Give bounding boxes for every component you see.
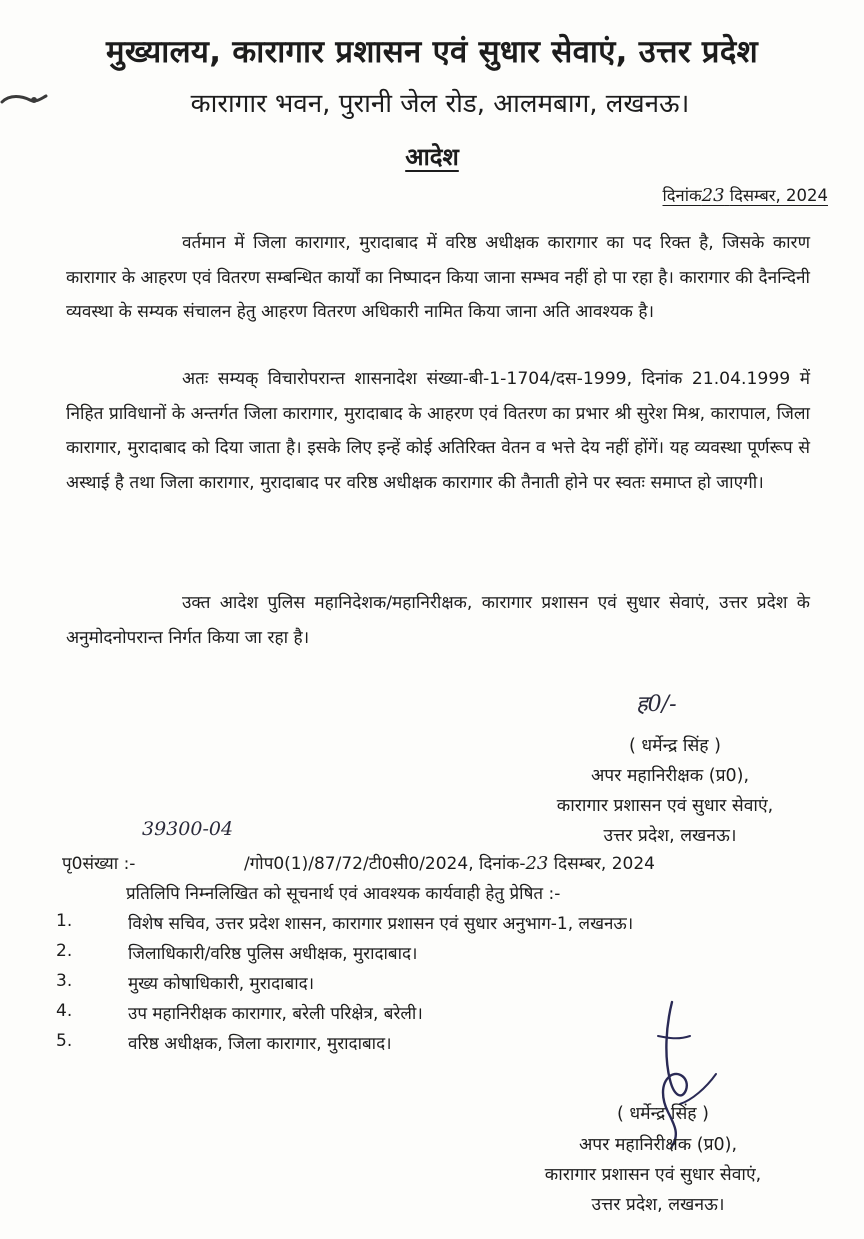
date-rest: दिसम्बर, 2024	[729, 186, 828, 205]
list-text: उप महानिरीक्षक कारागार, बरेली परिक्षेत्र, बरेली।	[128, 1004, 423, 1024]
date-day-handwritten: 23	[701, 185, 725, 206]
list-text: विशेष सचिव, उत्तर प्रदेश शासन, कारागार प्रशासन एवं सुधार अनुभाग-1, लखनऊ।	[128, 914, 634, 934]
signatory-dept-2: कारागार प्रशासन एवं सुधार सेवाएं,	[544, 1165, 762, 1185]
signatory-designation-1: अपर महानिरीक्षक (प्र0),	[590, 766, 750, 786]
signatory-dept-1: कारागार प्रशासन एवं सुधार सेवाएं,	[556, 796, 774, 816]
dispatch-label: पृ0संख्या :-	[62, 854, 136, 874]
copy-heading: प्रतिलिपि निम्नलिखित को सूचनार्थ एवं आवश्यक कार्यवाही हेतु प्रेषित :-	[126, 884, 561, 904]
order-date	[663, 183, 829, 206]
date-prefix: दिनांक	[662, 186, 702, 205]
signatory-place-2: उत्तर प्रदेश, लखनऊ।	[591, 1195, 725, 1215]
signatory-name-2: ( धर्मेन्द्र सिंह )	[617, 1104, 709, 1124]
order-title: आदेश	[405, 143, 459, 171]
list-number: 1.	[56, 911, 73, 931]
body-paragraph-1: वर्तमान में जिला कारागार, मुरादाबाद में वरिष्ठ अधीक्षक कारागार का पद रिक्त है, जिसके कारण कारागार के आहरण एवं वितरण सम्बन्धित कार्यों का निष्पादन किया जाना सम्भव नहीं हो पा रहा है। कारागार की दैनन्दिनी व्यवस्था के सम्यक संचालन हेतु आहरण वितरण अधिकारी नामित किया जाना अति आवश्यक है।	[66, 233, 810, 322]
list-number: 2.	[56, 941, 73, 961]
dispatch-reference	[244, 851, 655, 874]
signature-initials: ह0/-	[636, 692, 677, 717]
dispatch-number-handwritten: 39300-04	[142, 818, 234, 840]
dispatch-day-handwritten: 23	[525, 853, 549, 874]
header-address: कारागार भवन, पुरानी जेल रोड, आलमबाग, लखनऊ।	[190, 89, 690, 119]
signatory-designation-2: अपर महानिरीक्षक (प्र0),	[578, 1135, 738, 1155]
list-number: 3.	[56, 971, 73, 991]
list-text: वरिष्ठ अधीक्षक, जिला कारागार, मुरादाबाद।	[128, 1034, 392, 1054]
ink-smudge-icon	[0, 86, 48, 116]
list-text: जिलाधिकारी/वरिष्ठ पुलिस अधीक्षक, मुरादाबाद।	[128, 944, 418, 964]
body-paragraph-3: उक्त आदेश पुलिस महानिदेशक/महानिरीक्षक, कारागार प्रशासन एवं सुधार सेवाएं, उत्तर प्रदेश के अनुमोदनोपरान्त निर्गत किया जा रहा है।	[66, 593, 810, 648]
dispatch-ref-prefix: /गोप0(1)/87/72/टी0सी0/2024, दिनांक-	[244, 854, 526, 874]
list-number: 4.	[56, 1001, 73, 1021]
header-office-name: मुख्यालय, कारागार प्रशासन एवं सुधार सेवाएं, उत्तर प्रदेश	[106, 34, 758, 70]
signatory-place-1: उत्तर प्रदेश, लखनऊ।	[603, 826, 737, 846]
dispatch-ref-suffix: दिसम्बर, 2024	[548, 854, 655, 874]
signatory-name-1: ( धर्मेन्द्र सिंह )	[629, 736, 721, 756]
body-paragraph-2: अतः सम्यक् विचारोपरान्त शासनादेश संख्या-बी-1-1704/दस-1999, दिनांक 21.04.1999 में निहित प्राविधानों के अन्तर्गत जिला कारागार, मुरादाबाद के आहरण एवं वितरण का प्रभार श्री सुरेश मिश्र, कारापाल, जिला कारागार, मुरादाबाद को दिया जाता है। इसके लिए इन्हें कोई अतिरिक्त वेतन व भत्ते देय नहीं होंगें। यह व्यवस्था पूर्णरूप से अस्थाई है तथा जिला कारागार, मुरादाबाद पर वरिष्ठ अधीक्षक कारागार की तैनाती होने पर स्वतः समाप्त हो जाएगी।	[66, 369, 810, 493]
list-number: 5.	[56, 1031, 73, 1051]
list-text: मुख्य कोषाधिकारी, मुरादाबाद।	[128, 974, 315, 994]
